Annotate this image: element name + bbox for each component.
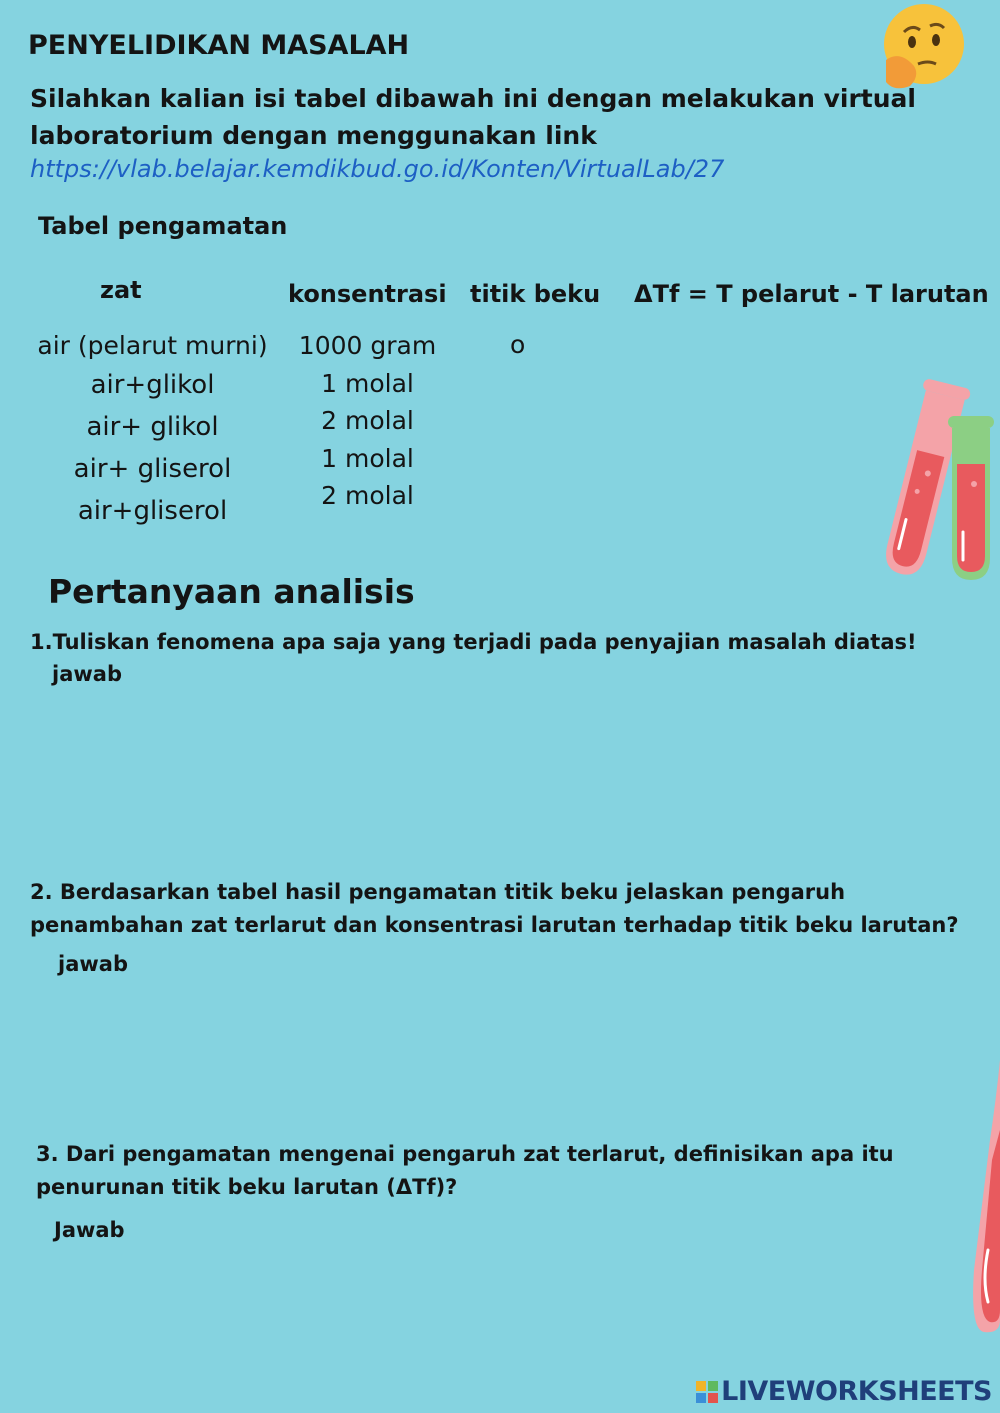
header-titik-beku: titik beku [470,280,601,308]
konsentrasi-cell: 2 molal [321,406,414,435]
konsentrasi-cell: 1000 gram [298,331,437,360]
table-title: Tabel pengamatan [38,212,288,240]
liveworksheets-logo-text: LIVEWORKSHEETS [721,1376,992,1407]
zat-cell: air+gliserol [77,496,228,526]
virtual-lab-link[interactable]: https://vlab.belajar.kemdikbud.go.id/Konten/VirtualLab/27 [30,155,725,183]
header-delta-tf: ΔTf = T pelarut - T larutan [634,280,989,308]
answer-label-3: Jawab [54,1218,125,1242]
question-3: 3. Dari pengamatan mengenai pengaruh zat terlarut, definisikan apa itu penurunan titik beku larutan (ΔTf)? [36,1142,894,1199]
question-1: 1.Tuliskan fenomena apa saja yang terjadi pada penyajian masalah diatas! [30,630,917,654]
konsentrasi-column [290,328,445,516]
zat-cell: air+ gliserol [73,454,232,484]
intro-text: Silahkan kalian isi tabel dibawah ini dengan melakukan virtual laboratorium dengan menggunakan link [30,84,916,150]
page-title: PENYELIDIKAN MASALAH [28,30,410,61]
liveworksheets-badge-icon [696,1381,718,1403]
header-zat: zat [100,276,142,304]
konsentrasi-cell: 2 molal [321,481,414,510]
answer-label-2: jawab [58,952,128,976]
zat-column [30,328,275,532]
zat-cell: air+glikol [90,370,215,400]
zat-cell: air+ glikol [86,412,219,442]
konsentrasi-cell: 1 molal [321,443,414,473]
header-konsentrasi: konsentrasi [288,280,447,308]
test-tube-large-icon [930,1040,1000,1336]
zat-cell: air (pelarut murni) [37,331,268,360]
liveworksheets-logo [696,1376,992,1407]
titik-beku-cell: o [510,330,526,359]
answer-label-1: jawab [52,662,122,686]
analysis-title: Pertanyaan analisis [48,572,415,611]
konsentrasi-cell: 1 molal [321,368,414,398]
test-tubes-icon [862,372,1000,584]
thinking-face-icon [878,2,968,92]
question-2: 2. Berdasarkan tabel hasil pengamatan titik beku jelaskan pengaruh penambahan zat terlarut dan konsentrasi larutan terhadap titik beku larutan? [30,880,959,937]
